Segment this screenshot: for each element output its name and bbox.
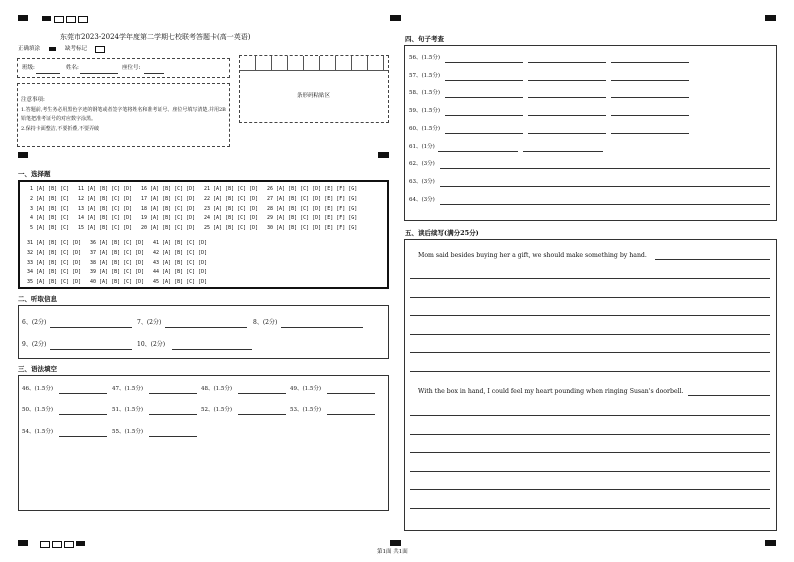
writing-line[interactable]: [410, 334, 770, 335]
sentence-answer-line[interactable]: [445, 115, 523, 116]
student-info-box: [17, 58, 230, 78]
writing-prompt-2: With the box in hand, I could feel my heart pounding when ringing Susan's doorbell.: [418, 388, 684, 395]
section-listening-title: 二、听取信息: [18, 295, 57, 303]
writing-line[interactable]: [410, 471, 770, 472]
writing-line[interactable]: [655, 259, 770, 260]
choice-row[interactable]: 17 [A] [B] [C] [D]: [141, 195, 196, 202]
listening-answer-line[interactable]: [50, 327, 132, 328]
choice-row[interactable]: 18 [A] [B] [C] [D]: [141, 205, 196, 212]
sentence-answer-line[interactable]: [611, 97, 689, 98]
sentence-answer-line[interactable]: [445, 133, 523, 134]
writing-line[interactable]: [410, 508, 770, 509]
choice-row[interactable]: 5 [A] [B] [C]: [30, 225, 70, 232]
missing-mark-box[interactable]: [95, 46, 105, 53]
sentence-label: 63、(3分): [409, 178, 435, 185]
sentence-answer-line[interactable]: [611, 62, 689, 63]
choice-row[interactable]: 30 [A] [B] [C] [D] [E] [F] [G]: [267, 225, 358, 232]
registration-square: [78, 16, 88, 23]
notes-line-1b: 铅笔把准考证号的对应数字涂黑。: [21, 116, 97, 122]
choice-row[interactable]: 35 [A] [B] [C] [D]: [27, 279, 82, 286]
sentence-answer-line[interactable]: [528, 115, 606, 116]
choice-row[interactable]: 16 [A] [B] [C] [D]: [141, 186, 196, 192]
sentence-label: 61、(1分): [409, 143, 435, 150]
listening-box: [18, 305, 389, 359]
listening-answer-line[interactable]: [165, 327, 247, 328]
choice-row[interactable]: 3 [A] [B] [C]: [30, 205, 70, 212]
choice-row[interactable]: 11 [A] [B] [C] [D]: [78, 186, 133, 192]
choice-row[interactable]: 37 [A] [B] [C] [D]: [90, 249, 145, 256]
grammar-answer-line[interactable]: [59, 436, 107, 437]
sentence-answer-line[interactable]: [445, 62, 523, 63]
grammar-label: 46、(1.5分): [22, 386, 54, 392]
sentence-answer-line[interactable]: [528, 97, 606, 98]
grammar-answer-line[interactable]: [238, 393, 286, 394]
section-choice-title: 一、选择题: [18, 170, 51, 178]
grammar-box: [18, 375, 389, 511]
sentence-answer-line[interactable]: [440, 186, 770, 187]
sentence-answer-line[interactable]: [611, 80, 689, 81]
sentence-label: 56、(1.5分): [409, 55, 441, 61]
sentence-answer-line[interactable]: [611, 133, 689, 134]
sentence-answer-line[interactable]: [440, 204, 770, 205]
grammar-answer-line[interactable]: [149, 393, 197, 394]
seat-field[interactable]: [144, 73, 164, 74]
writing-line[interactable]: [410, 452, 770, 453]
listening-label: 8、(2分): [253, 319, 278, 326]
grammar-label: 48、(1.5分): [201, 386, 233, 392]
choice-row[interactable]: 19 [A] [B] [C] [D]: [141, 215, 196, 222]
writing-line[interactable]: [410, 352, 770, 353]
grammar-label: 47、(1.5分): [112, 386, 144, 392]
registration-mark-top-left: [18, 15, 28, 21]
sentence-answer-line[interactable]: [528, 62, 606, 63]
registration-square: [40, 541, 50, 548]
listening-label: 6、(2分): [22, 319, 47, 326]
grammar-label: 50、(1.5分): [22, 407, 54, 413]
sentence-answer-line[interactable]: [445, 97, 523, 98]
class-field[interactable]: [36, 73, 60, 74]
writing-line[interactable]: [410, 415, 770, 416]
writing-line[interactable]: [410, 297, 770, 298]
notes-line-2: 2.保持卡面整洁,不要折叠,不要弄破: [21, 126, 99, 132]
notes-title: 注意事项:: [21, 97, 45, 103]
seat-label: 座位号:: [122, 65, 141, 71]
listening-label: 7、(2分): [137, 319, 162, 326]
choice-row[interactable]: 25 [A] [B] [C] [D]: [204, 225, 259, 232]
choice-row[interactable]: 31 [A] [B] [C] [D]: [27, 240, 82, 246]
writing-line[interactable]: [410, 371, 770, 372]
notes-box: [17, 83, 230, 147]
correct-fill-sample: [49, 47, 56, 51]
choice-row[interactable]: 26 [A] [B] [C] [D] [E] [F] [G]: [267, 186, 358, 192]
sentence-answer-line[interactable]: [528, 133, 606, 134]
class-label: 班级:: [22, 65, 35, 71]
listening-answer-line[interactable]: [50, 349, 132, 350]
choice-row[interactable]: 20 [A] [B] [C] [D]: [141, 225, 196, 232]
sentence-answer-line[interactable]: [440, 168, 770, 169]
barcode-label: 条形码粘贴区: [297, 93, 331, 99]
section-grammar-title: 三、语法填空: [18, 365, 57, 373]
registration-mark-bottom-left: [18, 540, 28, 546]
choice-row[interactable]: 38 [A] [B] [C] [D]: [90, 259, 145, 266]
choice-row[interactable]: 45 [A] [B] [C] [D]: [153, 279, 208, 286]
choice-row[interactable]: 29 [A] [B] [C] [D] [E] [F] [G]: [267, 215, 358, 222]
registration-square: [64, 541, 74, 548]
registration-mark-mid-left: [18, 152, 28, 158]
section-writing-title: 五、读后续写(满分25分): [405, 229, 479, 237]
choice-row[interactable]: 14 [A] [B] [C] [D]: [78, 215, 133, 222]
choice-row[interactable]: 4 [A] [B] [C]: [30, 215, 70, 222]
listening-label: 9、(2分): [22, 341, 47, 348]
registration-square: [66, 16, 76, 23]
choice-row[interactable]: 39 [A] [B] [C] [D]: [90, 269, 145, 276]
grammar-answer-line[interactable]: [149, 436, 197, 437]
registration-mark-bottom-center: [390, 540, 401, 546]
registration-mark-top-strip: [42, 16, 51, 21]
listening-answer-line[interactable]: [281, 327, 363, 328]
writing-line[interactable]: [410, 434, 770, 435]
writing-prompt-1: Mom said besides buying her a gift, we should make something by hand.: [418, 252, 647, 259]
name-label: 姓名:: [66, 65, 79, 71]
choice-row[interactable]: 21 [A] [B] [C] [D]: [204, 186, 259, 192]
sentence-label: 62、(3分): [409, 161, 435, 168]
choice-row[interactable]: 1 [A] [B] [C]: [30, 186, 70, 192]
grammar-answer-line[interactable]: [327, 393, 375, 394]
sentence-label: 58、(1.5分): [409, 90, 441, 97]
grammar-answer-line[interactable]: [149, 414, 197, 415]
choice-row[interactable]: 36 [A] [B] [C] [D]: [90, 240, 145, 246]
writing-line[interactable]: [410, 315, 770, 316]
registration-mark-mid-center: [378, 152, 389, 158]
choice-row[interactable]: 27 [A] [B] [C] [D] [E] [F] [G]: [267, 195, 358, 202]
writing-box: [404, 239, 777, 531]
registration-square: [54, 16, 64, 23]
writing-line[interactable]: [410, 278, 770, 279]
choice-row[interactable]: 15 [A] [B] [C] [D]: [78, 225, 133, 232]
sentence-answer-line[interactable]: [445, 80, 523, 81]
registration-square: [52, 541, 62, 548]
sentence-label: 64、(3分): [409, 196, 435, 203]
grammar-answer-line[interactable]: [238, 414, 286, 415]
page-number: 第1面 共1面: [377, 549, 408, 555]
notes-line-1: 1.答题前,考生务必用黑色字迹的钢笔或者签字笔将姓名和准考证号、座位号填写清楚,并用2B: [21, 107, 226, 113]
grammar-answer-line[interactable]: [59, 414, 107, 415]
choice-row[interactable]: 40 [A] [B] [C] [D]: [90, 279, 145, 286]
sentence-label: 59、(1.5分): [409, 108, 441, 115]
sentence-label: 57、(1.5分): [409, 72, 441, 79]
choice-row[interactable]: 43 [A] [B] [C] [D]: [153, 259, 208, 266]
choice-row[interactable]: 23 [A] [B] [C] [D]: [204, 205, 259, 212]
missing-mark-label: 缺考标记: [65, 46, 88, 52]
sentence-answer-line[interactable]: [528, 80, 606, 81]
choice-row[interactable]: 28 [A] [B] [C] [D] [E] [F] [G]: [267, 205, 358, 212]
registration-mark-bottom-strip: [76, 541, 85, 546]
registration-mark-top-right: [765, 15, 776, 21]
choice-row[interactable]: 32 [A] [B] [C] [D]: [27, 249, 82, 256]
sheet-title: 东莞市2023-2024学年度第二学期七校联考答题卡(高一英语): [60, 33, 251, 41]
registration-mark-bottom-right: [765, 540, 776, 546]
grammar-label: 53、(1.5分): [290, 407, 322, 413]
choice-row[interactable]: 42 [A] [B] [C] [D]: [153, 249, 208, 256]
choice-row[interactable]: 33 [A] [B] [C] [D]: [27, 259, 82, 266]
barcode-area: [239, 55, 389, 123]
listening-answer-line[interactable]: [172, 349, 252, 350]
choice-row[interactable]: 41 [A] [B] [C] [D]: [153, 240, 208, 246]
grammar-answer-line[interactable]: [59, 393, 107, 394]
choice-row[interactable]: 24 [A] [B] [C] [D]: [204, 215, 259, 222]
grammar-answer-line[interactable]: [327, 414, 375, 415]
choice-row[interactable]: 44 [A] [B] [C] [D]: [153, 269, 208, 276]
grammar-label: 49、(1.5分): [290, 386, 322, 392]
choice-row[interactable]: 13 [A] [B] [C] [D]: [78, 205, 133, 212]
sentence-answer-line[interactable]: [611, 115, 689, 116]
sentence-answer-line[interactable]: [523, 151, 603, 152]
sentence-answer-line[interactable]: [438, 151, 518, 152]
choice-row[interactable]: 12 [A] [B] [C] [D]: [78, 195, 133, 202]
registration-mark-top-center: [390, 15, 401, 21]
choice-row[interactable]: 2 [A] [B] [C]: [30, 195, 70, 202]
section-sentence-title: 四、句子考查: [405, 35, 444, 43]
choice-row[interactable]: 22 [A] [B] [C] [D]: [204, 195, 259, 202]
writing-line[interactable]: [410, 489, 770, 490]
correct-fill-label: 正确填涂: [18, 46, 41, 52]
sentence-label: 60、(1.5分): [409, 125, 441, 132]
grammar-label: 52、(1.5分): [201, 407, 233, 413]
barcode-digit-grid: [240, 56, 388, 71]
grammar-label: 51、(1.5分): [112, 407, 144, 413]
grammar-label: 55、(1.5分): [112, 429, 144, 435]
grammar-label: 54、(1.5分): [22, 429, 54, 435]
choice-row[interactable]: 34 [A] [B] [C] [D]: [27, 269, 82, 276]
name-field[interactable]: [80, 73, 118, 74]
writing-line[interactable]: [688, 395, 770, 396]
listening-label: 10、(2分): [137, 341, 166, 348]
